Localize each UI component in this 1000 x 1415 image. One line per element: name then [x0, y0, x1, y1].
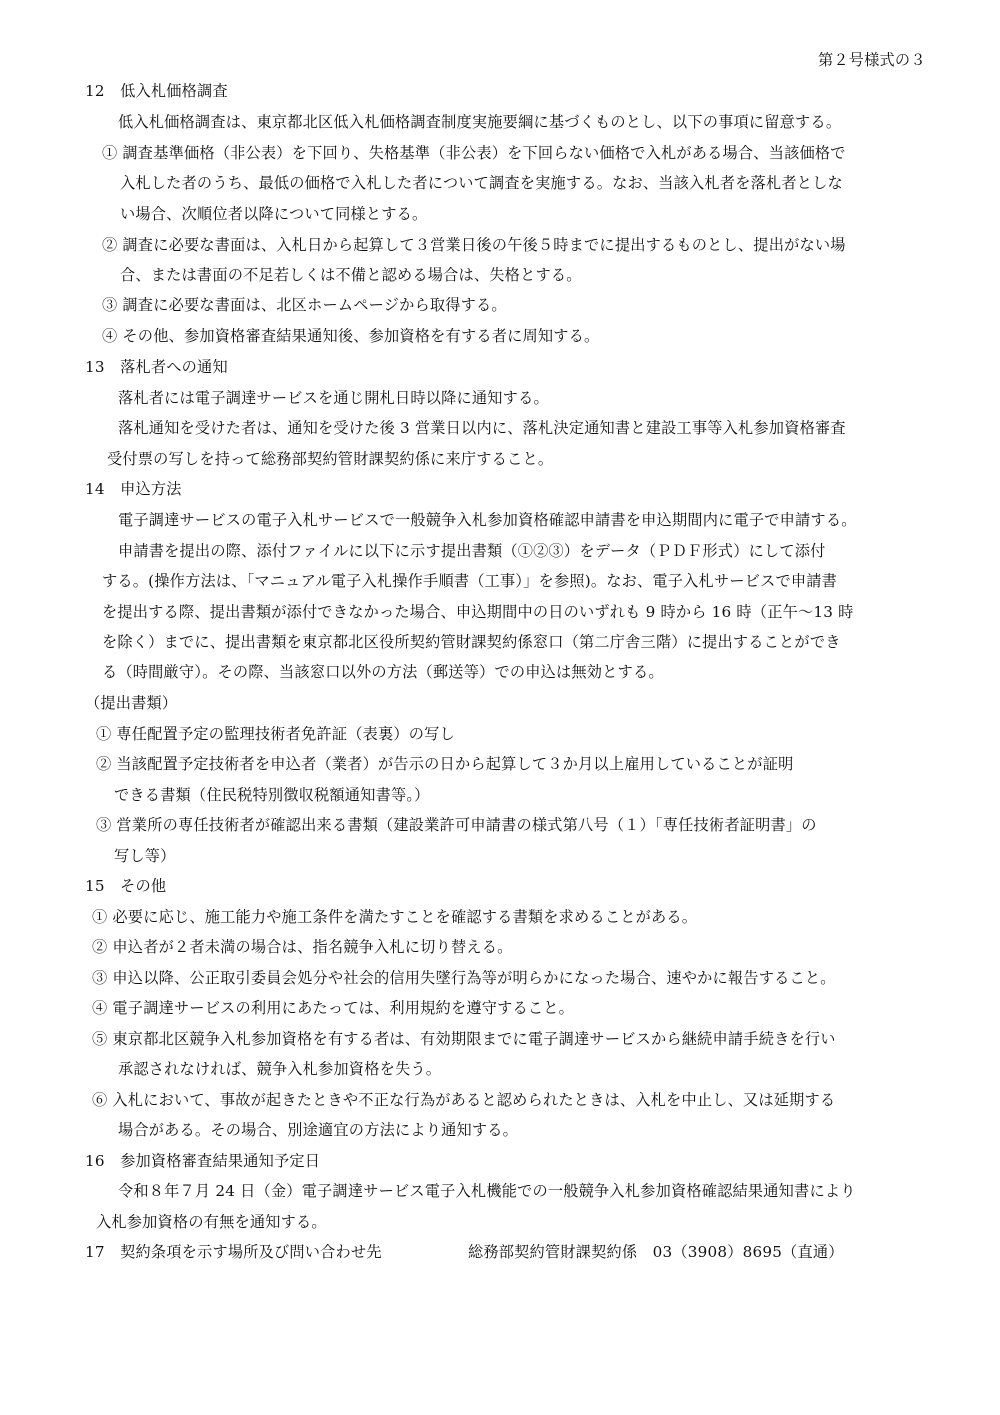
- section-14-line-3: する。(操作方法は、「マニュアル電子入札操作手順書（工事）」を参照)。なお、電子入札サービスで申請書: [102, 572, 838, 590]
- section-14-doc-1: ① 専任配置予定の監理技術者免許証（表裏）の写し: [96, 725, 455, 743]
- section-15-item-1: ① 必要に応じ、施工能力や施工条件を満たすことを確認する書類を求めることがある。: [92, 908, 698, 926]
- section-13-line-3: 受付票の写しを持って総務部契約管財課契約係に来庁すること。: [107, 450, 554, 468]
- section-14-line-6: る（時間厳守）。その際、当該窓口以外の方法（郵送等）での申込は無効とする。: [102, 663, 664, 681]
- section-12-intro: 低入札価格調査は、東京都北区低入札価格調査制度実施要綱に基づくものとし、以下の事項に留意する。: [118, 113, 842, 131]
- section-15-item-6-line-1: ⑥ 入札において、事故が起きたときや不正な行為があると認められたときは、入札を中止し、又は延期する: [92, 1091, 836, 1109]
- section-14-doc-3-line-2: 写し等）: [114, 847, 176, 865]
- form-number: 第２号様式の３: [818, 51, 926, 69]
- section-15-item-5-line-2: 承認されなければ、競争入札参加資格を失う。: [118, 1060, 442, 1078]
- section-13-line-1: 落札者には電子調達サービスを通じ開札日時以降に通知する。: [118, 389, 549, 407]
- section-13-line-2: 落札通知を受けた者は、通知を受けた後 3 営業日以内に、落札決定通知書と建設工事等入札参加資格審査: [118, 419, 846, 437]
- section-16-heading: 16 参加資格審査結果通知予定日: [85, 1152, 321, 1170]
- section-15-item-6-line-2: 場合がある。その場合、別途適宜の方法により通知する。: [118, 1121, 519, 1139]
- section-15-heading: 15 その他: [85, 877, 167, 895]
- section-15-item-5-line-1: ⑤ 東京都北区競争入札参加資格を有する者は、有効期限までに電子調達サービスから継続申請手続きを行い: [92, 1030, 836, 1048]
- section-14-heading: 14 申込方法: [85, 480, 182, 498]
- section-12-item-1-line-1: ① 調査基準価格（非公表）を下回り、失格基準（非公表）を下回らない価格で入札がある場合、当該価格で: [102, 144, 846, 162]
- section-13-heading: 13 落札者への通知: [85, 358, 228, 376]
- section-12-item-2-line-2: 合、または書面の不足若しくは不備と認める場合は、失格とする。: [120, 266, 582, 284]
- section-12-item-1-line-2: 入札した者のうち、最低の価格で入札した者について調査を実施する。なお、当該入札者を落札者としな: [120, 174, 843, 192]
- section-15-item-2: ② 申込者が２者未満の場合は、指名競争入札に切り替える。: [92, 938, 513, 956]
- section-14-doc-3-line-1: ③ 営業所の専任技術者が確認出来る書類（建設業許可申請書の様式第八号（１）「専任技術者証明書」の: [96, 816, 817, 834]
- section-15-item-4: ④ 電子調達サービスの利用にあたっては、利用規約を遵守すること。: [92, 999, 575, 1017]
- section-14-line-5: を除く）までに、提出書類を東京都北区役所契約管財課契約係窓口（第二庁舎三階）に提出することができ: [102, 633, 841, 651]
- section-16-line-2: 入札参加資格の有無を通知する。: [96, 1213, 327, 1231]
- section-17-heading: 17 契約条項を示す場所及び問い合わせ先: [85, 1243, 382, 1261]
- section-14-line-2: 申請書を提出の際、添付ファイルに以下に示す提出書類（①②③）をデータ（ＰＤＦ形式）にして添付: [118, 542, 826, 560]
- section-12-heading: 12 低入札価格調査: [85, 82, 228, 100]
- section-15-item-3: ③ 申込以降、公正取引委員会処分や社会的信用失墜行為等が明らかになった場合、速やかに報告すること。: [92, 969, 836, 987]
- section-14-line-1: 電子調達サービスの電子入札サービスで一般競争入札参加資格確認申請書を申込期間内に電子で申請する。: [118, 511, 857, 529]
- section-14-doc-2-line-2: できる書類（住民税特別徴収税額通知書等。）: [114, 786, 430, 804]
- section-14-doc-2-line-1: ② 当該配置予定技術者を申込者（業者）が告示の日から起算して３か月以上雇用していることが証明: [96, 755, 794, 773]
- section-17-contact: 総務部契約管財課契約係 03（3908）8695（直通）: [468, 1243, 844, 1261]
- section-12-item-4: ④ その他、参加資格審査結果通知後、参加資格を有する者に周知する。: [102, 327, 600, 345]
- section-12-item-3: ③ 調査に必要な書面は、北区ホームページから取得する。: [102, 296, 507, 314]
- section-14-docs-heading: （提出書類）: [85, 694, 178, 712]
- section-14-line-4: を提出する際、提出書類が添付できなかった場合、申込期間中の日のいずれも 9 時から 16 時（正午～13 時: [102, 603, 854, 621]
- section-16-line-1: 令和８年７月 24 日（金）電子調達サービス電子入札機能での一般競争入札参加資格確認結果通知書により: [118, 1182, 856, 1200]
- section-12-item-2-line-1: ② 調査に必要な書面は、入札日から起算して３営業日後の午後５時までに提出するものとし、提出がない場: [102, 236, 846, 254]
- section-12-item-1-line-3: い場合、次順位者以降について同様とする。: [120, 205, 428, 223]
